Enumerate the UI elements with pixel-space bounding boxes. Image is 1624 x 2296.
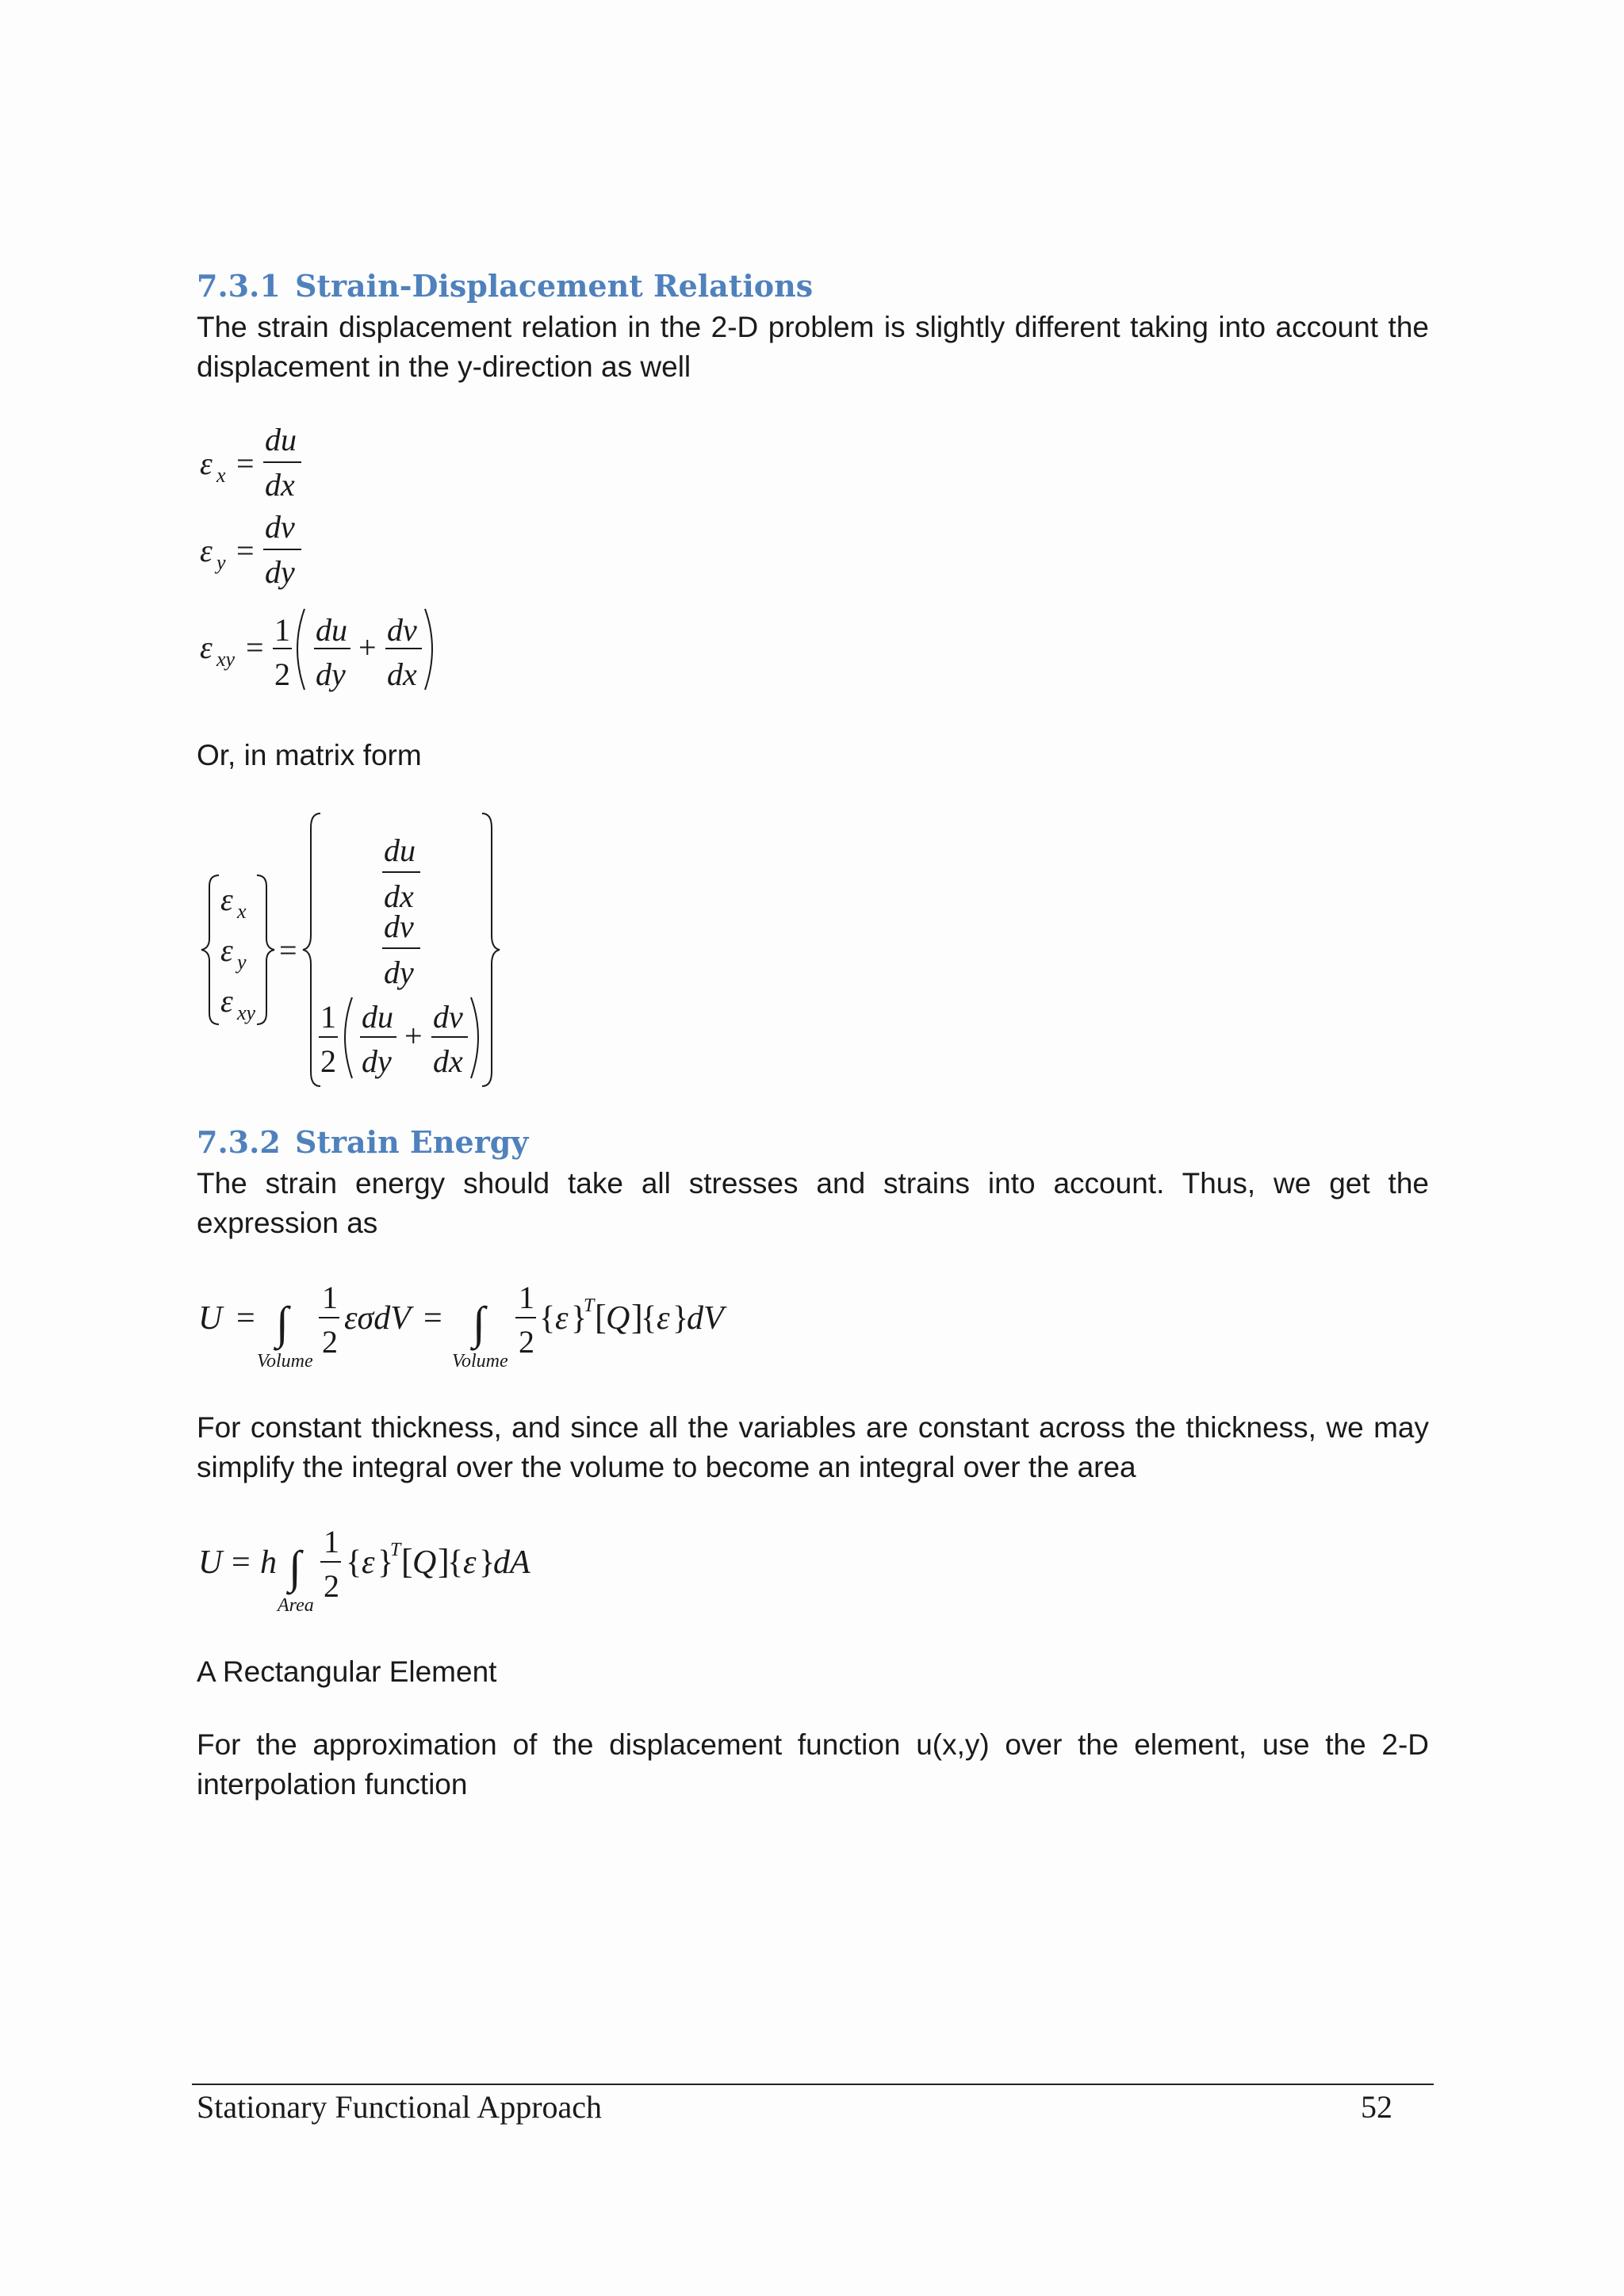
svg-text:dy: dy <box>384 955 414 990</box>
svg-text:dv: dv <box>384 909 414 944</box>
svg-text:εσdV: εσdV <box>344 1300 411 1337</box>
svg-text:h: h <box>260 1544 277 1581</box>
svg-text:du: du <box>362 999 393 1035</box>
svg-text:=: = <box>423 1300 442 1337</box>
svg-text:[: [ <box>595 1298 607 1337</box>
svg-text:+: + <box>404 1018 423 1054</box>
svg-text:dy: dy <box>362 1043 392 1079</box>
svg-text:=: = <box>246 629 264 665</box>
svg-text:ε: ε <box>463 1544 477 1581</box>
svg-text:T: T <box>390 1540 401 1560</box>
svg-text:]: ] <box>631 1298 643 1337</box>
svg-text:Q: Q <box>412 1544 437 1581</box>
svg-text:Q: Q <box>606 1300 630 1337</box>
svg-text:dx: dx <box>387 656 417 692</box>
svg-text:ε: ε <box>362 1544 375 1581</box>
svg-text:{: { <box>539 1300 556 1337</box>
svg-text:=: = <box>279 932 297 968</box>
svg-text:}: } <box>571 1300 588 1337</box>
section-title: Strain Energy <box>295 1124 529 1160</box>
svg-text:[: [ <box>401 1542 413 1581</box>
svg-text:{: { <box>641 1300 657 1337</box>
svg-text:dA: dA <box>493 1544 530 1581</box>
svg-text:x: x <box>216 464 226 487</box>
svg-text:y: y <box>216 551 226 574</box>
svg-text:2: 2 <box>322 1324 338 1360</box>
matrix-form-intro: Or, in matrix form <box>197 739 422 771</box>
area-label: Area <box>278 1595 314 1616</box>
svg-text:dv: dv <box>265 509 295 545</box>
svg-text:dx: dx <box>433 1043 463 1079</box>
svg-text:∫: ∫ <box>276 1297 289 1349</box>
svg-text:1: 1 <box>322 1280 338 1315</box>
footer-rule <box>192 2084 1434 2085</box>
svg-text:2: 2 <box>519 1324 534 1360</box>
strain-displacement-paragraph: The strain displacement relation in the 2-D problem is slightly different taking into account the displacement in the y-direction as well <box>197 311 1429 383</box>
svg-text:{: { <box>447 1544 464 1581</box>
volume-label-2: Volume <box>452 1351 508 1372</box>
svg-text:{: { <box>346 1544 362 1581</box>
section-number: 7.3.2 <box>197 1124 281 1160</box>
svg-text:=: = <box>236 446 255 481</box>
section-number: 7.3.1 <box>197 268 281 304</box>
svg-text:xy: xy <box>237 1001 256 1024</box>
svg-text:dx: dx <box>265 467 295 503</box>
strain-energy-paragraph: The strain energy should take all stresses and strains into account. Thus, we get the expression as <box>197 1167 1429 1239</box>
svg-text:du: du <box>316 612 347 648</box>
svg-text:=: = <box>236 1300 255 1337</box>
svg-text:dV: dV <box>687 1300 724 1337</box>
svg-text:dy: dy <box>265 554 295 590</box>
svg-text:x: x <box>237 900 247 923</box>
svg-text:dv: dv <box>387 612 417 648</box>
constant-thickness-paragraph: For constant thickness, and since all the variables are constant across the thickness, we may simplify the integral over the volume to become an integral over the area <box>197 1411 1429 1483</box>
svg-text:ε: ε <box>555 1300 569 1337</box>
svg-text:dv: dv <box>433 999 463 1035</box>
svg-text:dx: dx <box>384 878 414 914</box>
svg-text:}: } <box>377 1544 394 1581</box>
svg-text:2: 2 <box>320 1043 336 1079</box>
svg-text:du: du <box>265 422 297 457</box>
svg-text:∫: ∫ <box>473 1297 485 1349</box>
svg-text:dy: dy <box>316 656 346 692</box>
page-number: 52 <box>1361 2089 1392 2125</box>
footer-title: Stationary Functional Approach <box>197 2089 603 2125</box>
svg-text:ε: ε <box>200 446 213 481</box>
svg-text:}: } <box>672 1300 689 1337</box>
svg-text:∫: ∫ <box>289 1541 301 1593</box>
svg-text:2: 2 <box>274 656 290 692</box>
svg-text:ε: ε <box>200 629 213 665</box>
svg-text:2: 2 <box>324 1568 339 1604</box>
svg-text:ε: ε <box>657 1300 670 1337</box>
svg-text:T: T <box>584 1295 595 1316</box>
svg-text:]: ] <box>438 1542 450 1581</box>
svg-text:du: du <box>384 832 416 868</box>
svg-text:=: = <box>232 1544 251 1581</box>
svg-text:1: 1 <box>324 1524 339 1559</box>
svg-text:ε: ε <box>220 983 233 1019</box>
section-title: Strain-Displacement Relations <box>295 268 814 304</box>
svg-text:+: + <box>358 629 377 665</box>
svg-text:y: y <box>237 951 247 974</box>
svg-text:1: 1 <box>274 612 290 648</box>
svg-text:ε: ε <box>220 932 233 968</box>
approximation-paragraph: For the approximation of the displacement function u(x,y) over the element, use the 2-D interpolation function <box>197 1728 1429 1800</box>
svg-text:1: 1 <box>519 1280 534 1315</box>
svg-text:U: U <box>198 1300 223 1337</box>
svg-text:xy: xy <box>216 648 236 671</box>
svg-text:U: U <box>198 1544 223 1581</box>
svg-text:1: 1 <box>320 999 336 1035</box>
svg-text:ε: ε <box>200 533 213 568</box>
rectangular-element-heading: A Rectangular Element <box>197 1655 497 1688</box>
svg-text:=: = <box>236 533 255 568</box>
volume-label: Volume <box>257 1351 313 1372</box>
svg-text:}: } <box>479 1544 496 1581</box>
svg-text:ε: ε <box>220 882 233 917</box>
